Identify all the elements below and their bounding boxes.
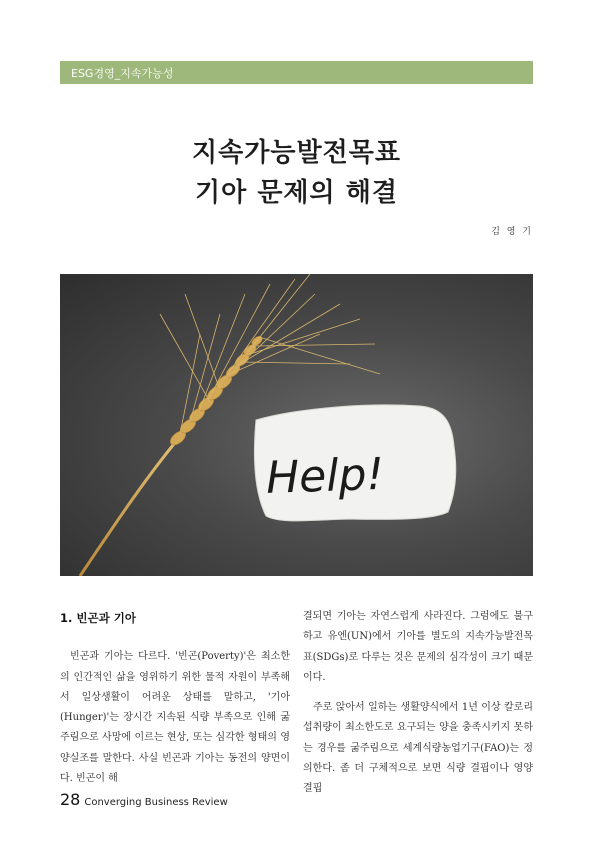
magazine-name: Converging Business Review — [84, 797, 228, 808]
section-label: ESG경영_지속가능성 — [71, 67, 174, 80]
wheat-ear — [168, 334, 264, 447]
help-note-text: Help! — [265, 448, 385, 504]
page-footer — [60, 790, 228, 809]
section-label-bar — [60, 61, 533, 84]
left-column — [60, 608, 290, 789]
article-title-line1: 지속가능발전목표 — [192, 138, 401, 168]
section-heading: 1. 빈곤과 기아 — [60, 611, 136, 625]
article-title-line2: 기아 문제의 해결 — [195, 178, 398, 208]
wheat-stalk — [80, 439, 178, 576]
article-photo — [60, 274, 533, 576]
wheat-help-illustration — [60, 274, 533, 576]
body-paragraph: 결되면 기아는 자연스럽게 사라진다. 그럼에도 불구하고 유엔(UN)에서 기아를 별도의 지속가능발전목표(SDGs)로 다루는 것은 문제의 심각성이 크기 때문이다. — [303, 611, 533, 683]
right-column — [303, 607, 533, 800]
body-paragraph: 주로 앉아서 일하는 생활양식에서 1년 이상 칼로리 섭취량이 최소한도로 요구되는 양을 충족시키지 못하는 경우를 굶주림으로 세계식량농업기구(FAO)는 정의한다. 좀 더 구체적으로 보면 식량 결핍이나 영양 결핍 — [303, 702, 533, 795]
author-name: 김 영 기 — [491, 227, 533, 237]
page-number: 28 — [60, 790, 81, 809]
body-paragraph: 빈곤과 기아는 다르다. '빈곤(Poverty)'은 최소한의 인간적인 삶을 영위하기 위한 물적 자원이 부족해서 일상생활이 어려운 상태를 말하고, '기아(Hunger)'는 장시간 지속된 식량 부족으로 인해 굶주림으로 사망에 이르는 현상, 또는 심각한 형태의 영양실조를 말한다. 사실 빈곤과 기아는 동전의 양면이다. 빈곤이 해 — [60, 651, 290, 785]
